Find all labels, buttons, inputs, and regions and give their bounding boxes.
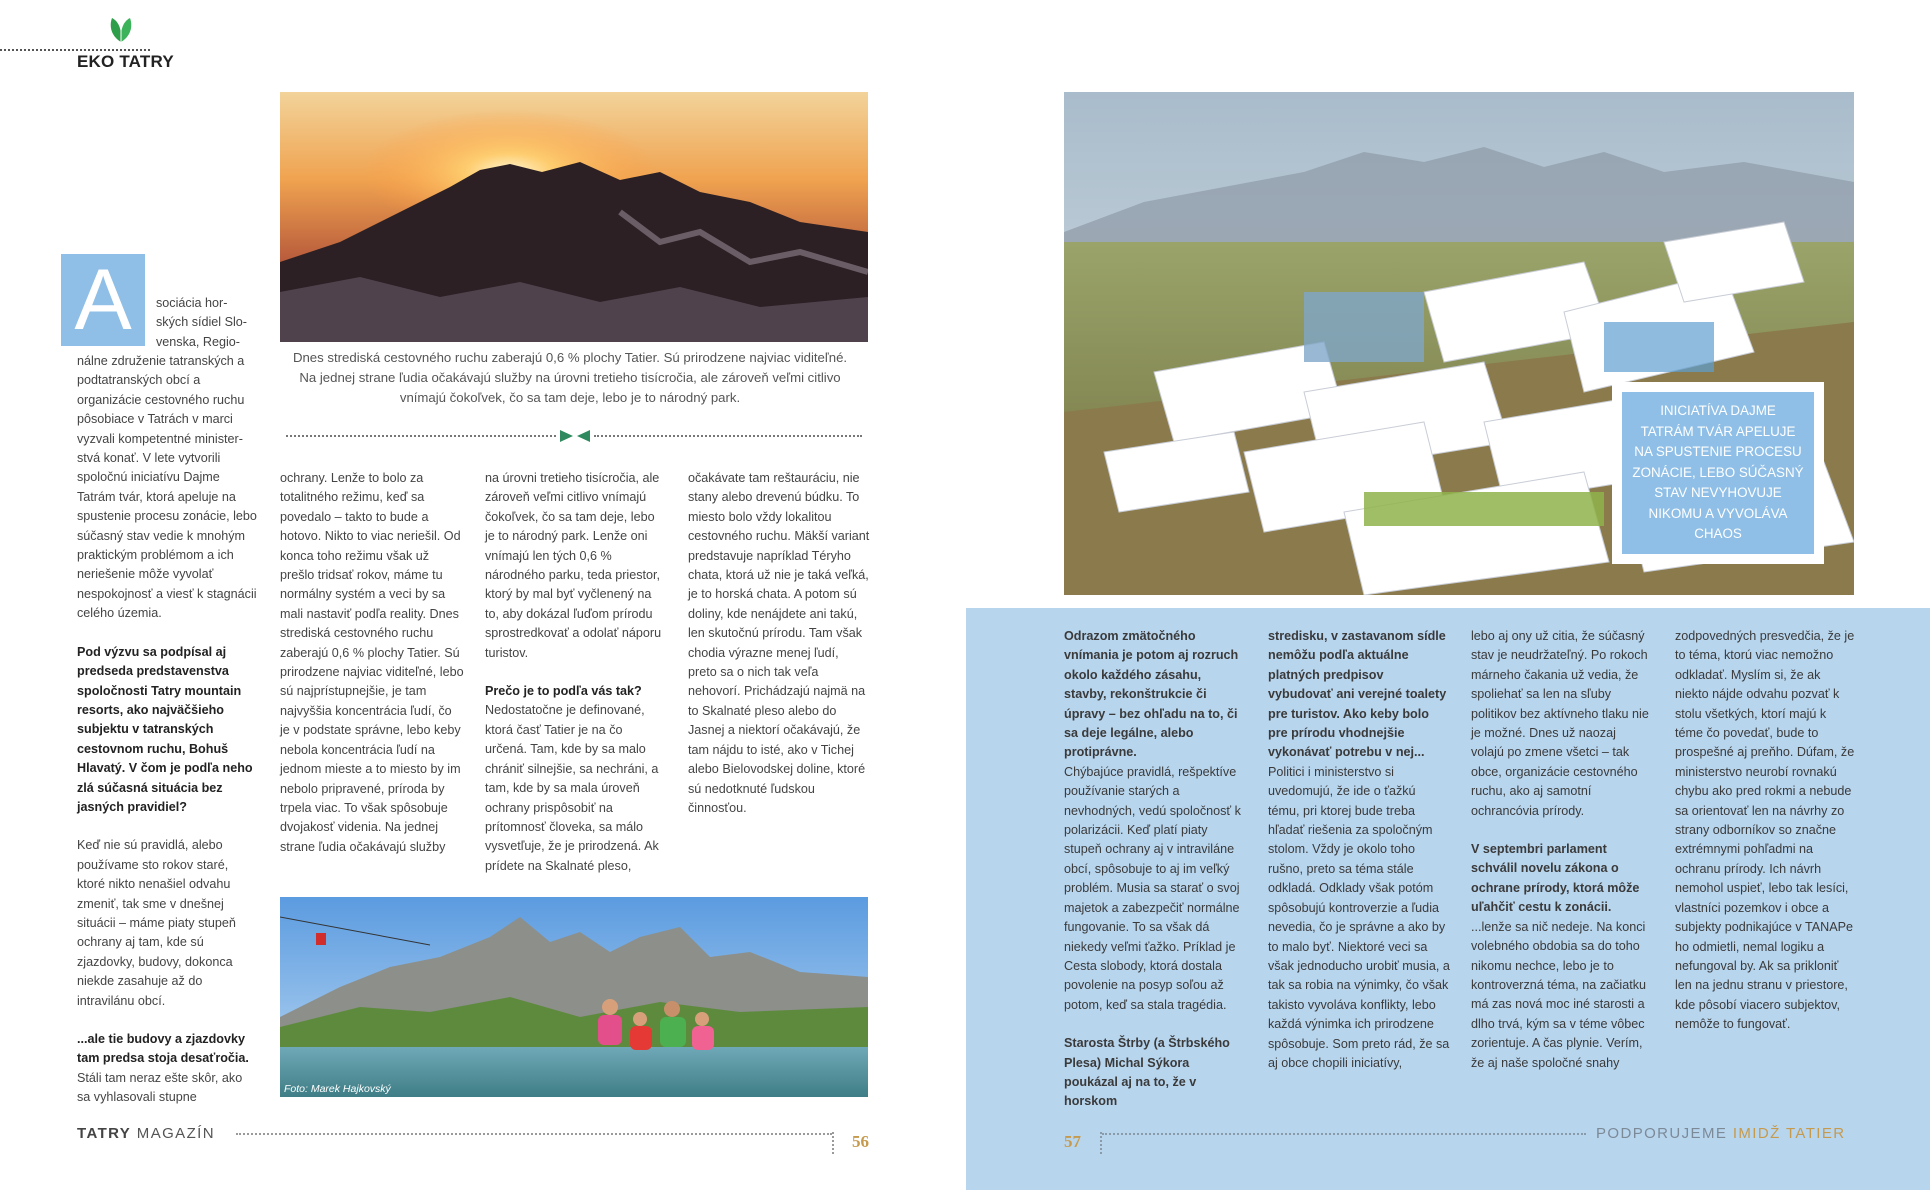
article-column-2	[280, 469, 464, 876]
article-column-4	[688, 469, 870, 837]
rc3-bold: V septembri parlament schválil novelu zákona o ochrane prírody, ktorá môže uľahčiť cestu k zonácii.	[1471, 842, 1640, 915]
footer-rule-right	[1102, 1133, 1586, 1135]
sunset-photo	[280, 92, 868, 342]
col1-intro: sociácia hor- ských sídiel Slo- venska, Regio-	[156, 296, 247, 349]
rc2-paragraph: Politici i ministerstvo si uvedomujú, že ide o ťažkú tému, pri ktorej bude treba hľadať riešenia za spoločným stolom. Vždy je okolo toho rušno, preto sa téma stále odkladá. Odklady však potóm spôsobujú kontroverzie a ľudia nevedia, čo je správne a ako by to malo byť. Niektoré veci sa však jednoducho urobiť musia, a tak sa robia na výnimky, čo však takisto vyvoláva konflikty, lebo každá výnimka ich prirodzene spôsobuje. Som preto rád, že sa aj obce chopili iniciatívy,	[1268, 764, 1450, 1070]
rc3-paragraph: lebo aj ony už citia, že súčasný stav je neudržateľný. Po rokoch márneho čakania už vedia, že spoliehať sa len na sľuby politikov bez aktívneho tlaku nie je možné. Dnes už naozaj volajú po zmene všetci – tak obce, organizácie cestovného ruchu, ako aj samotní ochrancóvia prírody.	[1471, 629, 1649, 818]
header-rule	[0, 49, 150, 51]
right-column-4	[1675, 627, 1855, 1054]
col2-paragraph: ochrany. Lenže to bolo za totalitného režimu, keď sa povedalo – takto to bude a hotovo. Nikto to viac neriešil. Od konca toho režimu však už prešlo tridsať rokov, máme tu normálny systém a veci by sa mali nastaviť podľa reality. Dnes strediská cestovného ruchu zaberajú 0,6 % plochy Tatier. Sú prirodzene najviac viditeľné, lebo sú najprístupnejšie, je tam najvyššia koncentrácia ľudí, čo je v podstate správne, lebo keby nebola koncentrácia ľudí na jednom mieste a to miesto by im nebolo pripravené, príroda by trpela viac. To však spôsobuje dvojakosť videnia. Na jednej strane ľudia očakávajú služby	[280, 471, 464, 854]
drop-cap: A	[61, 254, 145, 346]
col1-paragraph: nálne združenie tatranských a podtatranských obcí a organizácie cestovného ruchu pôsobiace v Tatrách v marci vyzvali kompetentné ministerstvá konať. V lete vytvorili spoločnú iniciatívu Dajme Tatrám tvár, ktorá apeluje na spustenie procesu zonácie, lebo súčasný stav vedie k mnohým praktickým problémom a ich neriešenie môže vyvolať nespokojnosť a viesť k stagnácii celého územia.	[77, 354, 257, 621]
footer-tick-left	[832, 1132, 834, 1154]
footer-tick-right	[1100, 1132, 1102, 1154]
leaf-logo-icon	[106, 14, 136, 44]
pull-quote: INICIATÍVA DAJME TATRÁM TVÁR APELUJE NA SPUSTENIE PROCESU ZONÁCIE, LEBO SÚČASNÝ STAV NEVYHOVUJE NIKOMU A VYVOLÁVA CHAOS	[1622, 392, 1814, 554]
article-column-1	[77, 352, 257, 1108]
section-label: EKO TATRY	[77, 52, 174, 71]
right-column-3	[1471, 627, 1651, 1073]
article-column-3	[485, 469, 665, 876]
right-column-2	[1268, 627, 1450, 1092]
ornament-divider	[286, 428, 862, 444]
col1-answer: Keď nie sú pravidlá, alebo používame sto rokov staré, ktoré nikto nenašiel odvahu zmeniť, tak sme v dnešnej situácii – máme piaty stupeň ochrany aj tam, kde sú zjazdovky, budovy, dokonca niekde zasahuje až do intravilánu obcí.	[77, 838, 236, 1008]
page-number-right: 57	[1064, 1132, 1081, 1151]
page-number-left: 56	[852, 1132, 869, 1151]
cable-car-icon	[316, 933, 326, 945]
rc1-bold: Odrazom zmätočného vnímania je potom aj rozruch okolo každého zásahu, stavby, rekonštrukcie či úpravy – bez ohľadu na to, či sa deje legálne, alebo protiprávne.	[1064, 629, 1239, 760]
footer-brand: TATRY MAGAZÍN	[77, 1125, 215, 1142]
col3-answer: Nedostatočne je definované, ktorá časť Tatier je na čo určená. Tam, kde by sa malo chrániť silnejšie, sa nechráni, a tam, kde by sa mala úroveň ochrany prispôsobiť na prítomnosť človeka, sa málo vysvetľuje, že je prirodzená. Ak prídete na Skalnaté pleso,	[485, 703, 659, 873]
col4-paragraph: očakávate tam reštauráciu, nie stany alebo drevenú búdku. To miesto bolo vždy lokalitou cestovného ruchu. Mäkší variant predstavuje napríklad Téryho chata, ktorá už nie je taká veľká, je to horská chata. A potom sú doliny, kde nenájdete ani takú, len skutočnú prírodu. Tam však chodia výrazne menej ľudí, preto sa o nich tak veľa nehovorí. Prichádzajú najmä na to Skalnaté pleso alebo do Jasnej a niektorí očakávajú, že tam nájdu to isté, ako v Tichej alebo Bielovodskej doline, ktoré sú nedotknuté ľudskou činnosťou.	[688, 471, 870, 815]
family-photo	[280, 897, 868, 1097]
rc1-question: Starosta Štrby (a Štrbského Plesa) Michal Sýkora poukázal aj na to, že v horskom	[1064, 1036, 1230, 1109]
bowtie-icon	[558, 428, 592, 444]
right-column-1	[1064, 627, 1244, 1112]
rc2-bold: stredisku, v zastavanom sídle nemôžu podľa aktuálne platných predpisov vybudovať ani verejné toalety pre turistov. Ako keby bolo pre prírodu vhodnejšie vykonávať potrebu v nej...	[1268, 629, 1447, 760]
footer-section-label: PODPORUJEME IMIDŽ TATIER	[1596, 1125, 1846, 1142]
rc4-paragraph: zodpovedných presvedčia, že je to téma, ktorú viac nemožno odkladať. Myslím si, že ak niekto nájde odvahu pozvať k stolu všetkých, ktorí majú k téme čo povedať, bude to prospešné aj preňho. Dúfam, že ministerstvo neurobí rovnakú chybu ako pred rokmi a nebude sa orientovať len na návrhy zo strany odborníkov so značne extrémnymi pohľadmi na ochranu prírody. Ich návrh nemohol uspieť, lebo tak lesíci, vlastníci pozemkov i obce a subjekty podnikajúce v TANAPe ho odmietli, nemal logiku a nefungoval by. Ak sa prikloniť len na jednu stranu v priestore, kde pôsobí viacero subjektov, nemôže to fungovať.	[1675, 629, 1855, 1032]
col3-question: Prečo je to podľa vás tak?	[485, 684, 642, 699]
rc1-paragraph: Chýbajúce pravidlá, rešpektíve používanie starých a nevhodných, vedú spoločnosť k polarizácii. Keď platí piaty stupeň ochrany aj v intraviláne obcí, spôsobuje to aj im veľký problém. Musia sa starať o svoj majetok a zabezpečiť normálne fungovanie. To sa však dá niekedy veľmi ťažko. Príklad je Cesta slobody, ktorá dostala povolenie na posyp soľou až potom, keď sa stala tragédia.	[1064, 764, 1241, 1012]
col1-question: Pod výzvu sa podpísal aj predseda predstavenstva spoločnosti Tatry mountain resorts, ako najväčšieho subjektu v tatranských cestovnom ruchu, Bohuš Hlavatý. V čom je podľa neho zlá súčasná situácia bez jasných pravidiel?	[77, 644, 253, 814]
col3-paragraph: na úrovni tretieho tisícročia, ale zároveň veľmi citlivo vnímajú čokoľvek, čo sa tam deje, lebo je to národný park. Lenže oni vnímajú len tých 0,6 % národného parku, teda priestor, ktorý by mal byť vyčlenený na to, aby dokázal ľuďom prírodu sprostredkovať a odolať náporu turistov.	[485, 471, 662, 660]
rc3-paragraph-2: ...lenže sa nič nedeje. Na konci volebného obdobia sa do toho nikomu nechce, lebo je to kontroverzná téma, na začiatku má zas nová moc iné starosti a dlho trvá, kým sa v téme vôbec zorientuje. A čas plynie. Verím, že aj naše spoločné snahy	[1471, 919, 1647, 1070]
footer-rule-left	[236, 1133, 832, 1135]
col1-question-2: ...ale tie budovy a zjazdovky tam predsa stoja desaťročia.	[77, 1032, 249, 1066]
photo-credit: Foto: Marek Hajkovský	[284, 1083, 391, 1095]
col1-answer-2: Stáli tam neraz ešte skôr, ako sa vyhlasovali stupne	[77, 1070, 243, 1105]
photo-caption: Dnes strediská cestovného ruchu zaberajú 0,6 % plochy Tatier. Sú prirodzene najviac viditeľné. Na jednej strane ľudia očakávajú služby na úrovni tretieho tisícročia, ale zároveň veľmi citlivo vnímajú čokoľvek, čo sa tam deje, lebo je to národný park.	[292, 350, 848, 405]
